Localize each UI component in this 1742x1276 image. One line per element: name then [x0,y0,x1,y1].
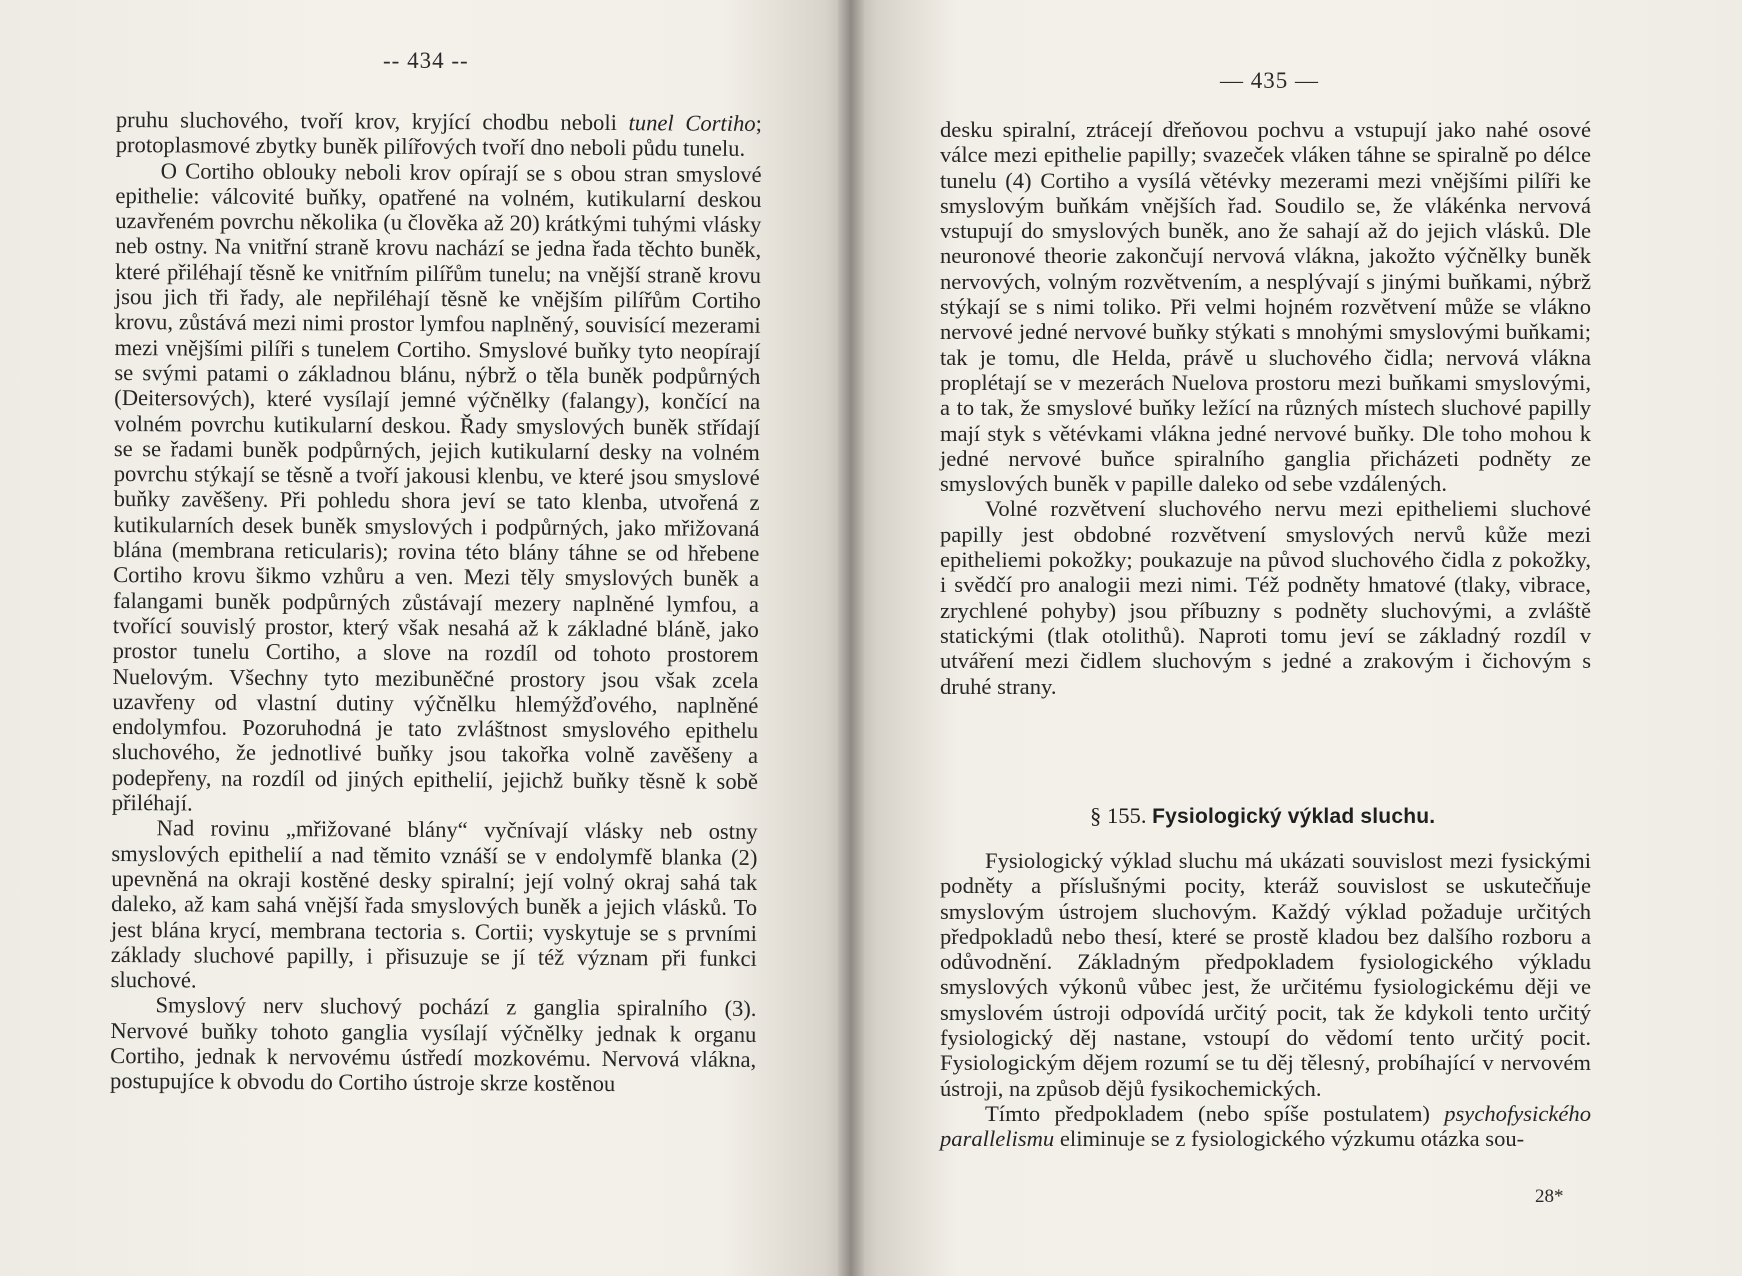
book-gutter [838,0,864,1276]
text-run: O Cortiho oblouky neboli krov opírají se s obou stran smyslové epithelie: válcovité buňky, opatřené na volném, kutikularní deskou uzavřeném povrchu několika (u člověka až 20) krátkými tuhými vlásky neb ostny. Na vnitřní straně krovu nachází se jedna řada těchto buněk, které přiléhají těsně ke vnitřním pilířům tunelu; na vnější straně krovu jsou jich tři řady, ale nepřiléhají těsně ke vnějším pilířům Cortiho krovu, zůstává mezi nimi prostor lymfou naplněný, souvisící mezerami mezi vnějšími pilíři s tunelem Cortiho. Smyslové buňky tyto neopírají se svými patami o základnou blánu, nýbrž o těla buněk podpůrných (Deitersových), které vysílají jemné výčnělky (falangy), končící na volném povrchu kutikularní deskou. Řady smyslových buněk střídají se se řadami buněk podpůrných, jejich kutikularní desky na volném povrchu stýkají se těsně a tvoří jakousi klenbu, ve které jsou smyslové buňky zavěšeny. Při pohledu shora jeví se tato klenba, utvořená z kutikularních desek buněk smyslových i podpůrných, jako mřižovaná blána (membrana reticularis); rovina této blány táhne se od hřebene Cortiho krovu šikmo vzhůru a ven. Mezi těly smyslových buněk a falangami buněk podpůrných zůstávají mezery naplněné lymfou, a tvořící souvislý prostor, který však nesahá až k základné bláně, jako prostor tunelu Cortiho, a slove na rozdíl od tohoto prostorem Nuelovým. Všechny tyto mezibuněčné prostory jsou však zcela uzavřeny od vlastní dutiny výčnělku hlemýžďového, naplněné endolymfou. Pozoruhodná je tato zvláštnost smyslového epithelu sluchového, že jednotlivé buňky jsou takořka volně zavěšeny a podepřeny, na rozdíl od jiných epithelií, jejichž buňky těsně k sobě přiléhají. [111,157,762,816]
signature-mark: 28* [1535,1186,1564,1207]
text-run: pruhu sluchového, tvoří krov, kryjící chodbu neboli [115,107,629,136]
right-page-text-top [940,117,1591,699]
italic-term: psychofysického parallelismu [940,1100,1591,1152]
page-number: -- 434 -- [383,48,469,73]
paragraph [111,815,758,996]
text-run: ; protoplasmové zbytky buněk pilířových tvoří dno neboli půdu tunelu. [115,110,762,162]
right-page-text-bottom [940,848,1591,1152]
text-run: desku spiralní, ztrácejí dřeňovou pochvu a vstupují jako nahé osové válce mezi epithelie papilly; svazeček vláken táhne se spiralně po délce tunelu (4) Cortiho a vysílá větévky mezerami mezi vnějšími pilíři ke smyslovým buňkám vnějších řad. Soudilo se, že vlákénka nervová vstupují do smyslových buněk, ano že sahají až do jejich vlásků. Dle neuronové theorie zakončují nervová vlákna, jakožto výčnělky buněk nervových, volným rozvětvením, a nesplývají s jinými buňkami, nýbrž stýkají se s nimi toliko. Při velmi hojném rozvětvení může se vlákno nervové jedné nervové buňky stýkati s mnohými smyslovými buňkami; tak je tomu, dle Helda, právě u sluchového čidla; nervová vlákna proplétají se v mezerách Nuelova prostoru mezi buňkami smyslovými, a to tak, že smyslové buňky ležící na různých místech sluchové papilly mají styk s větévkami vlákna jedné nervové buňky. Dle toho mohou k jedné nervové buňce spiralního ganglia přicházeti podněty ze smyslových buněk v papille daleko od sebe vzdálených. [940,117,1591,497]
text-run: Fysiologický výklad sluchu má ukázati souvislost mezi fysickými podněty a příslušnými pocity, kteráž souvislost se uskutečňuje smyslovým ústrojem sluchovým. Každý výklad požaduje určitých předpokladů nebo thesí, které se prostě kladou bez dalšího rozboru a odůvodnění. Základným předpokladem fysiologického výkladu smyslových výkonů vůbec jest, že určitému fysiologickému ději ve smyslovém ústroji odpovídá určitý pocit, tak že kdykoli tento určitý fysiologický děj nastane, vstoupí do vědomí tento určitý pocit. Fysiologickým dějem rozumí se tu děj tělesný, probíhající v nervovém ústroji, na způsob dějů fysikochemických. [940,848,1591,1101]
paragraph [940,117,1591,496]
paragraph [940,1101,1591,1152]
left-page-text [110,107,762,1098]
right-page [850,0,1742,1276]
paragraph [110,992,757,1097]
page-number: — 435 — [1220,68,1319,93]
text-run: Tímto předpokladem (nebo spíše postulatem) [985,1100,1445,1126]
paragraph [112,158,762,820]
text-run: eliminuje se z fysiologického výzkumu otázka sou- [1054,1126,1525,1152]
paragraph [116,107,762,162]
section-number: § 155. [1090,803,1147,828]
left-page [0,0,850,1276]
text-run: Smyslový nerv sluchový pochází z ganglia spiralního (3). Nervové buňky tohoto ganglia vysílají výčnělky jednak k organu Cortiho, jednak k nervovému ústředí mozkovému. Nervová vlákna, postupujíce k obvodu do Cortiho ústroje skrze kostěnou [109,992,757,1097]
text-run: Nad rovinu „mřižované blány“ vyčnívají vlásky neb ostny smyslových epithelií a nad těmito vznáší se v endolymfě blanka (2) upevněná na okraji kostěné desky spiralní; její volný okraj sahá tak daleko, až kam sahá vnější řada smyslových buněk a jejich vlásků. To jest blána krycí, membrana tectoria s. Cortii; vyskytuje se s prvními základy sluchové papilly, i přisuzuje se jí též význam při funkci sluchové. [110,815,758,993]
paragraph [940,848,1591,1101]
section-title: Fysiologický výklad sluchu. [1152,805,1436,828]
italic-term: tunel Cortiho [628,110,756,136]
section-heading [1090,803,1435,829]
text-run: Volné rozvětvení sluchového nervu mezi epitheliemi sluchové papilly jest obdobné rozvětvení smyslových nervů kůže mezi epitheliemi pokožky; poukazuje na původ sluchového čidla z pokožky, i svědčí pro analogii mezi nimi. Též podněty hmatové (tlaky, vibrace, zrychlené pohyby) jsou příbuzny s podněty sluchovými, a zvláště statickými (tlak otolithů). Naproti tomu jeví se základný rozdíl v utváření mezi čidlem sluchovým s jedné a zrakovým i čichovým s druhé strany. [940,496,1591,699]
paragraph [940,496,1591,698]
